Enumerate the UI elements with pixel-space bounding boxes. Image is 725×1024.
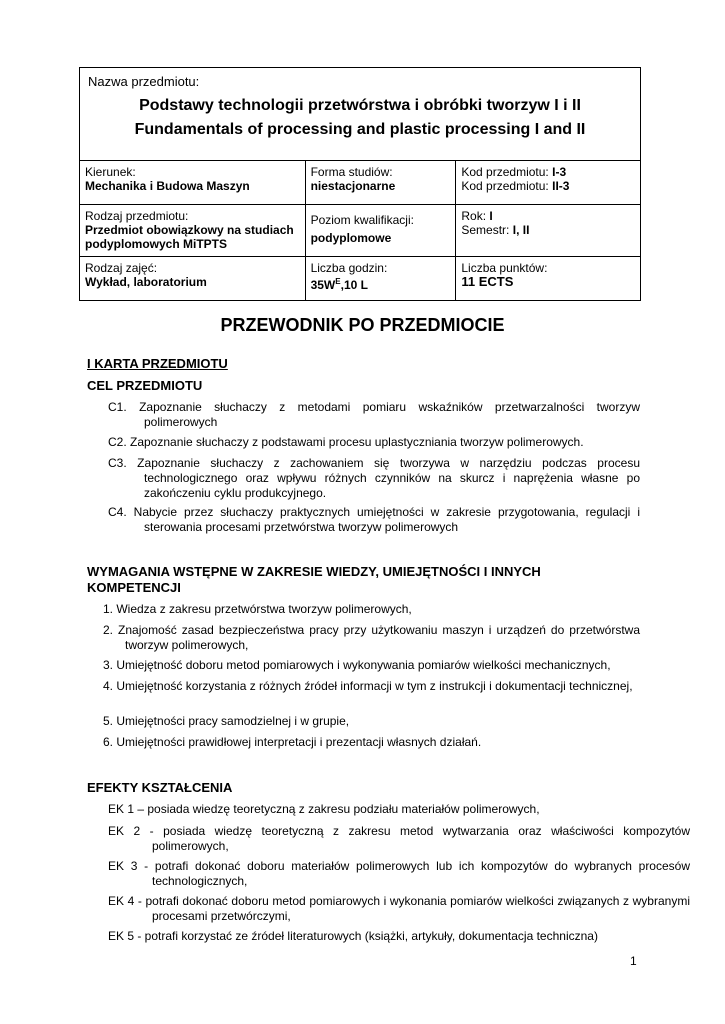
req-item-4: 4. Umiejętność korzystania z różnych źródeł informacji w tym z instrukcji i dokumentacji technicznej,: [103, 679, 633, 693]
page-number: 1: [630, 954, 637, 968]
kod1-value: I-3: [552, 165, 567, 179]
subject-title-en: Fundamentals of processing and plastic processing I and II: [134, 121, 586, 138]
cel-item-4: C4. Nabycie przez słuchaczy praktycznych umiejętności w zakresie przygotowania, regulacji i sterowania procesami przetwórstwa tworzyw polimerowych: [108, 505, 640, 534]
main-title: PRZEWODNIK PO PRZEDMIOCIE: [220, 315, 505, 335]
req-heading-line-1: WYMAGANIA WSTĘPNE W ZAKRESIE WIEDZY, UMIEJĘTNOŚCI I INNYCH: [87, 564, 541, 579]
godzin-sup: E: [335, 277, 341, 286]
req-heading-line-2: KOMPETENCJI: [87, 580, 181, 595]
rodzaj-cell: [80, 205, 306, 257]
kod1-label: Kod przedmiotu:: [461, 165, 549, 179]
subject-title-pl: Podstawy technologii przetwórstwa i obróbki tworzyw I i II: [139, 97, 581, 114]
godzin-rest: ,10 L: [340, 278, 368, 292]
godzin-value: [311, 275, 451, 292]
cel-item-2: C2. Zapoznanie słuchaczy z podstawami procesu uplastyczniania tworzyw polimerowych.: [108, 435, 584, 449]
karta-heading: I KARTA PRZEDMIOTU: [87, 356, 228, 371]
subject-header-table: [79, 67, 641, 301]
ek-item-5: EK 5 - potrafi korzystać ze źródeł literaturowych (książki, artykuły, dokumentacja techniczna): [108, 929, 598, 943]
kod2-label: Kod przedmiotu:: [461, 179, 549, 193]
poziom-cell: [305, 205, 456, 257]
godzin-w: 35W: [310, 278, 336, 292]
punktow-label: Liczba punktów:: [461, 261, 548, 275]
godzin-cell: [305, 257, 456, 301]
zajecia-value: Wykład, laboratorium: [85, 275, 207, 289]
cel-heading: CEL PRZEDMIOTU: [87, 378, 203, 393]
godzin-label: Liczba godzin:: [310, 261, 388, 275]
forma-value: niestacjonarne: [310, 179, 396, 193]
cel-item-3: C3. Zapoznanie słuchaczy z zachowaniem się tworzywa w narzędziu podczas procesu technologicznego oraz wpływu różnych czynników na skurcz i naprężenia własne po zakończeniu cyklu produkcyjnego.: [108, 456, 640, 500]
ek-item-1: EK 1 – posiada wiedzę teoretyczną z zakresu podziału materiałów polimerowych,: [108, 802, 540, 816]
semestr-value: I, II: [512, 223, 530, 237]
kod2-value: II-3: [552, 179, 570, 193]
ek-item-3: EK 3 - potrafi dokonać doboru materiałów polimerowych lub ich kompozytów do wybranych procesów technologicznych,: [108, 859, 690, 888]
req-item-1: 1. Wiedza z zakresu przetwórstwa tworzyw polimerowych,: [103, 602, 412, 616]
poziom-value: podyplomowe: [310, 231, 392, 245]
rodzaj-value: Przedmiot obowiązkowy na studiach podyplomowych MiTPTS: [85, 223, 294, 251]
rok-value: I: [489, 209, 493, 223]
kierunek-label: Kierunek:: [85, 165, 136, 179]
poziom-label: Poziom kwalifikacji:: [310, 213, 414, 227]
punktow-value: 11 ECTS: [461, 274, 514, 289]
req-item-6: 6. Umiejętności prawidłowej interpretacji i prezentacji własnych działań.: [103, 735, 482, 749]
rok-label: Rok:: [461, 209, 487, 223]
kierunek-value: Mechanika i Budowa Maszyn: [85, 179, 250, 193]
ek-heading: EFEKTY KSZTAŁCENIA: [87, 780, 233, 795]
zajecia-label: Rodzaj zajęć:: [85, 261, 158, 275]
semestr-label: Semestr:: [461, 223, 510, 237]
subject-name-label: Nazwa przedmiotu:: [88, 74, 200, 89]
forma-label: Forma studiów:: [310, 165, 393, 179]
zajecia-cell: [80, 257, 306, 301]
subject-title-cell: [80, 68, 641, 161]
kierunek-cell: [80, 161, 306, 205]
forma-cell: [305, 161, 456, 205]
punktow-cell: [456, 257, 641, 301]
cel-item-1: C1. Zapoznanie słuchaczy z metodami pomiaru wskaźników przetwarzalności tworzyw polimerowych: [108, 400, 640, 429]
rodzaj-label: Rodzaj przedmiotu:: [85, 209, 189, 223]
rok-cell: [456, 205, 641, 257]
req-item-5: 5. Umiejętności pracy samodzielnej i w grupie,: [103, 714, 350, 728]
ek-item-2: EK 2 - posiada wiedzę teoretyczną z zakresu metod wytwarzania oraz właściwości kompozytów polimerowych,: [108, 824, 690, 853]
ek-item-4: EK 4 - potrafi dokonać doboru metod pomiarowych i wykonania pomiarów wielkości związanych z wybranymi procesami przetwórczymi,: [108, 894, 690, 923]
req-item-2: 2. Znajomość zasad bezpieczeństwa pracy przy użytkowaniu maszyn i urządzeń do przetwórstwa tworzyw polimerowych,: [103, 623, 640, 652]
req-item-3: 3. Umiejętność doboru metod pomiarowych i wykonywania pomiarów wielkości mechanicznych,: [103, 658, 611, 672]
kod-cell: [456, 161, 641, 205]
